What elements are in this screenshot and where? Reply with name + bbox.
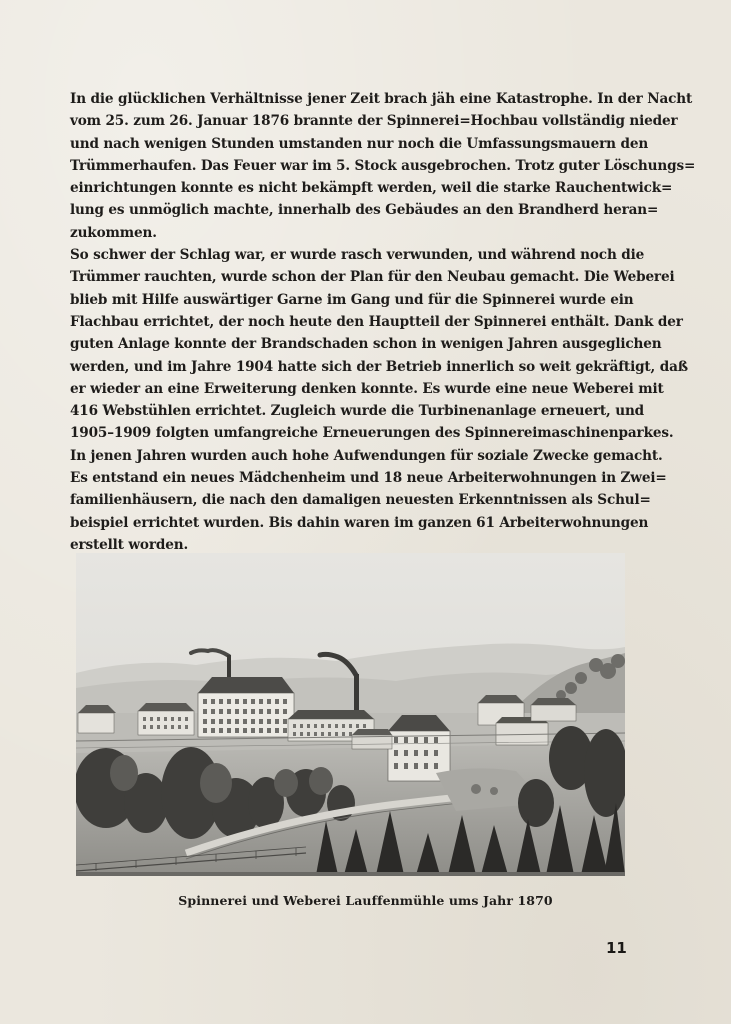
text-line: blieb mit Hilfe auswärtiger Garne im Gang und für die Spinnerei wurde ein <box>70 291 634 308</box>
factory-engraving <box>76 553 625 876</box>
text-line: 1905–1909 folgten umfangreiche Erneuerungen des Spinnereimaschinenparkes. <box>70 425 674 442</box>
text-line: guten Anlage konnte der Brandschaden schon in wenigen Jahren ausgeglichen <box>70 336 662 353</box>
text-line: lung es unmöglich machte, innerhalb des Gebäudes an den Brandherd heran= <box>70 202 659 219</box>
text-line: und nach wenigen Stunden umstanden nur noch die Umfassungsmauern den <box>70 135 649 152</box>
text-line: erstellt worden. <box>70 536 189 553</box>
text-line: er wieder an eine Erweiterung denken konnte. Es wurde eine neue Weberei mit <box>70 380 664 397</box>
text-line: Es entstand ein neues Mädchenheim und 18 neue Arbeiterwohnungen in Zwei= <box>70 470 667 487</box>
page-number: 11 <box>606 939 627 957</box>
text-line: In jenen Jahren wurden auch hohe Aufwendungen für soziale Zwecke gemacht. <box>70 447 663 464</box>
text-line: Trümmer rauchten, wurde schon der Plan für den Neubau gemacht. Die Weberei <box>70 269 675 286</box>
factory-illustration <box>76 553 625 876</box>
text-line: vom 25. zum 26. Januar 1876 brannte der Spinnerei=Hochbau vollständig nieder <box>70 113 678 130</box>
text-line: Flachbau errichtet, der noch heute den Hauptteil der Spinnerei enthält. Dank der <box>70 313 683 330</box>
text-line: familienhäusern, die nach den damaligen neuesten Erkenntnissen als Schul= <box>70 492 651 509</box>
text-line: einrichtungen konnte es nicht bekämpft werden, weil die starke Rauchentwick= <box>70 180 673 197</box>
text-line: werden, und im Jahre 1904 hatte sich der Betrieb innerlich so weit gekräftigt, daß <box>70 358 688 375</box>
text-line: beispiel errichtet wurden. Bis dahin waren im ganzen 61 Arbeiterwohnungen <box>70 514 649 531</box>
text-line: 416 Webstühlen errichtet. Zugleich wurde die Turbinenanlage erneuert, und <box>70 403 645 420</box>
text-line: So schwer der Schlag war, er wurde rasch verwunden, und während noch die <box>70 247 645 264</box>
figure-caption: Spinnerei und Weberei Lauffenmühle ums Jahr 1870 <box>178 893 553 908</box>
text-line: In die glücklichen Verhältnisse jener Zeit brach jäh eine Katastrophe. In der Nacht <box>70 91 693 107</box>
text-line: zukommen. <box>70 224 157 241</box>
body-text <box>70 88 696 556</box>
text-line: Trümmerhaufen. Das Feuer war im 5. Stock ausgebrochen. Trotz guter Löschungs= <box>70 157 696 174</box>
